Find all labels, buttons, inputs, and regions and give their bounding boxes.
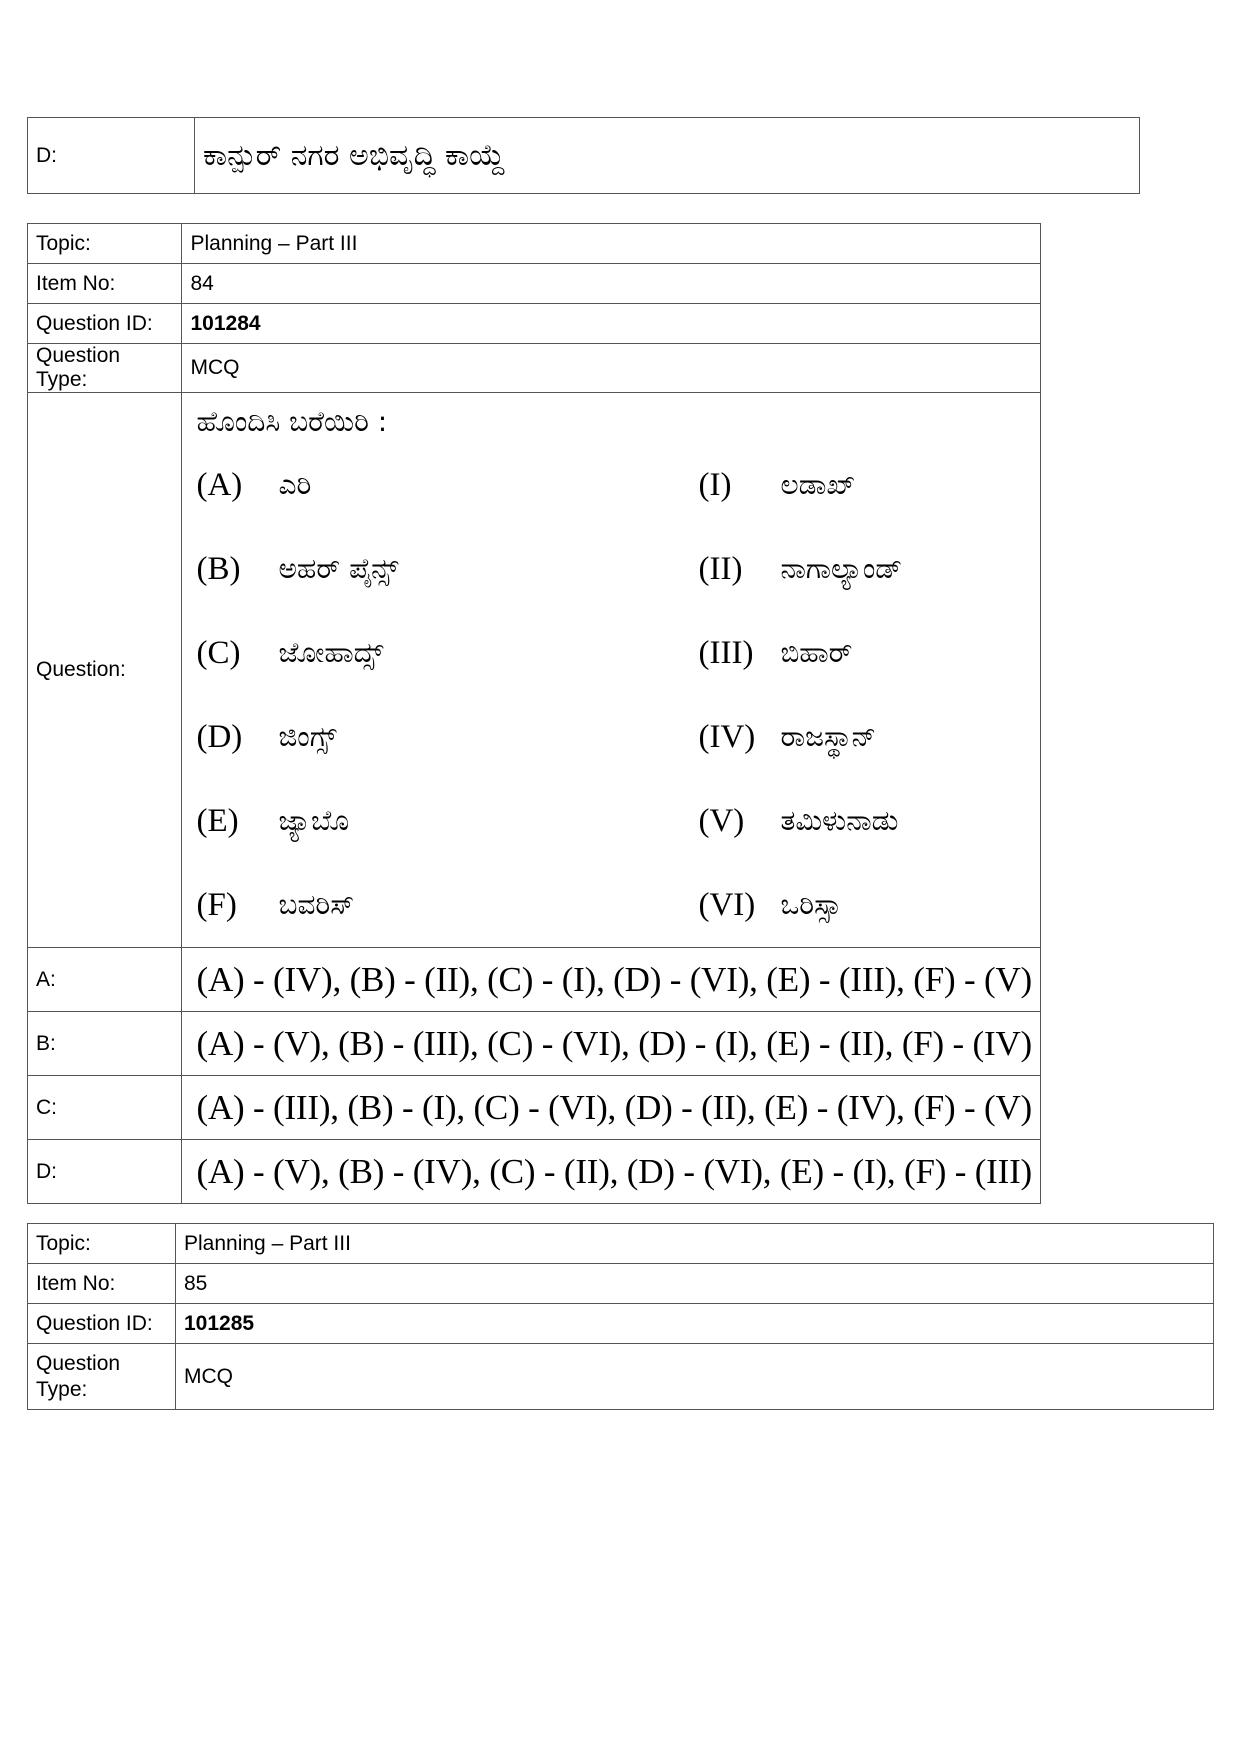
item-no-value: 85 [176,1264,1214,1304]
option-text: ಕಾನ್ಪುರ್ ನಗರ ಅಭಿವೃದ್ಧಿ ಕಾಯ್ದೆ [195,118,1140,194]
topic-value: Planning – Part III [182,224,1041,264]
question-id-value [182,304,1041,344]
option-b-text: (A) - (V), (B) - (III), (C) - (VI), (D) - (I), (E) - (II), (F) - (IV) [182,1012,1041,1076]
question-id-label: Question ID: [28,1304,176,1344]
question-85-table [27,1223,1214,1410]
question-type-value: MCQ [182,344,1041,393]
match-row [196,863,1032,947]
match-row [196,695,1032,779]
right-text: ರಾಜಸ್ಥಾನ್ [780,720,877,753]
question-type-label: Question Type: [28,1344,176,1410]
right-text: ಲಡಾಖ್ [780,468,856,501]
question-84-table [27,223,1041,1204]
option-d-text: (A) - (V), (B) - (IV), (C) - (II), (D) - (VI), (E) - (I), (F) - (III) [182,1140,1041,1204]
option-b-label: B: [28,1012,182,1076]
left-key: (A) [196,466,243,503]
right-text: ಬಿಹಾರ್ [780,636,853,669]
question-id-value [176,1304,1214,1344]
option-a-label: A: [28,948,182,1012]
left-key: (D) [196,718,243,755]
left-key: (C) [196,634,241,671]
right-text: ನಾಗಾಲ್ಯಾಂಡ್ [780,552,903,585]
option-d-label: D: [28,1140,182,1204]
prev-option-d-table [27,117,1140,194]
question-body [182,393,1041,948]
question-type-value: MCQ [176,1344,1214,1410]
topic-label: Topic: [28,1224,176,1264]
left-key: (F) [196,886,237,923]
option-c-text: (A) - (III), (B) - (I), (C) - (VI), (D) - (II), (E) - (IV), (F) - (V) [182,1076,1041,1140]
match-row [196,611,1032,695]
left-text: ಜ್ಯಾಬೊ [278,804,350,837]
left-text: ಅಹರ್ ಪೈನ್ಸ್ [278,552,399,585]
topic-value: Planning – Part III [176,1224,1214,1264]
match-row [196,527,1032,611]
question-type-label: Question Type: [28,344,182,393]
right-text: ತಮಿಳುನಾಡು [780,804,899,837]
right-key: (III) [698,634,754,671]
left-text: ಬವರಿಸ್ [278,888,355,921]
question-label: Question: [28,393,182,948]
question-id-bold: 101285 [184,1311,255,1335]
option-label: D: [28,118,195,194]
right-key: (IV) [698,718,756,755]
left-key: (B) [196,550,241,587]
match-row [196,779,1032,863]
topic-label: Topic: [28,224,182,264]
right-key: (VI) [698,886,756,923]
left-text: ಎರಿ [278,468,312,501]
item-no-label: Item No: [28,264,182,304]
match-table [196,443,1032,947]
right-key: (V) [698,802,745,839]
right-key: (I) [698,466,732,503]
item-no-value: 84 [182,264,1041,304]
option-a-text: (A) - (IV), (B) - (II), (C) - (I), (D) - (VI), (E) - (III), (F) - (V) [182,948,1041,1012]
left-text: ಜೋಹಾದ್ಸ್ [278,636,384,669]
match-row [196,443,1032,527]
option-c-label: C: [28,1076,182,1140]
right-key: (II) [698,550,743,587]
left-text: ಜಿಂಗ್ಸ್ [278,720,337,753]
question-id-bold: 101284 [190,311,261,335]
item-no-label: Item No: [28,1264,176,1304]
question-id-label: Question ID: [28,304,182,344]
right-text: ಒರಿಸ್ಸಾ [780,888,842,921]
left-key: (E) [196,802,239,839]
question-heading: ಹೊಂದಿಸಿ ಬರೆಯಿರಿ : [196,405,388,438]
